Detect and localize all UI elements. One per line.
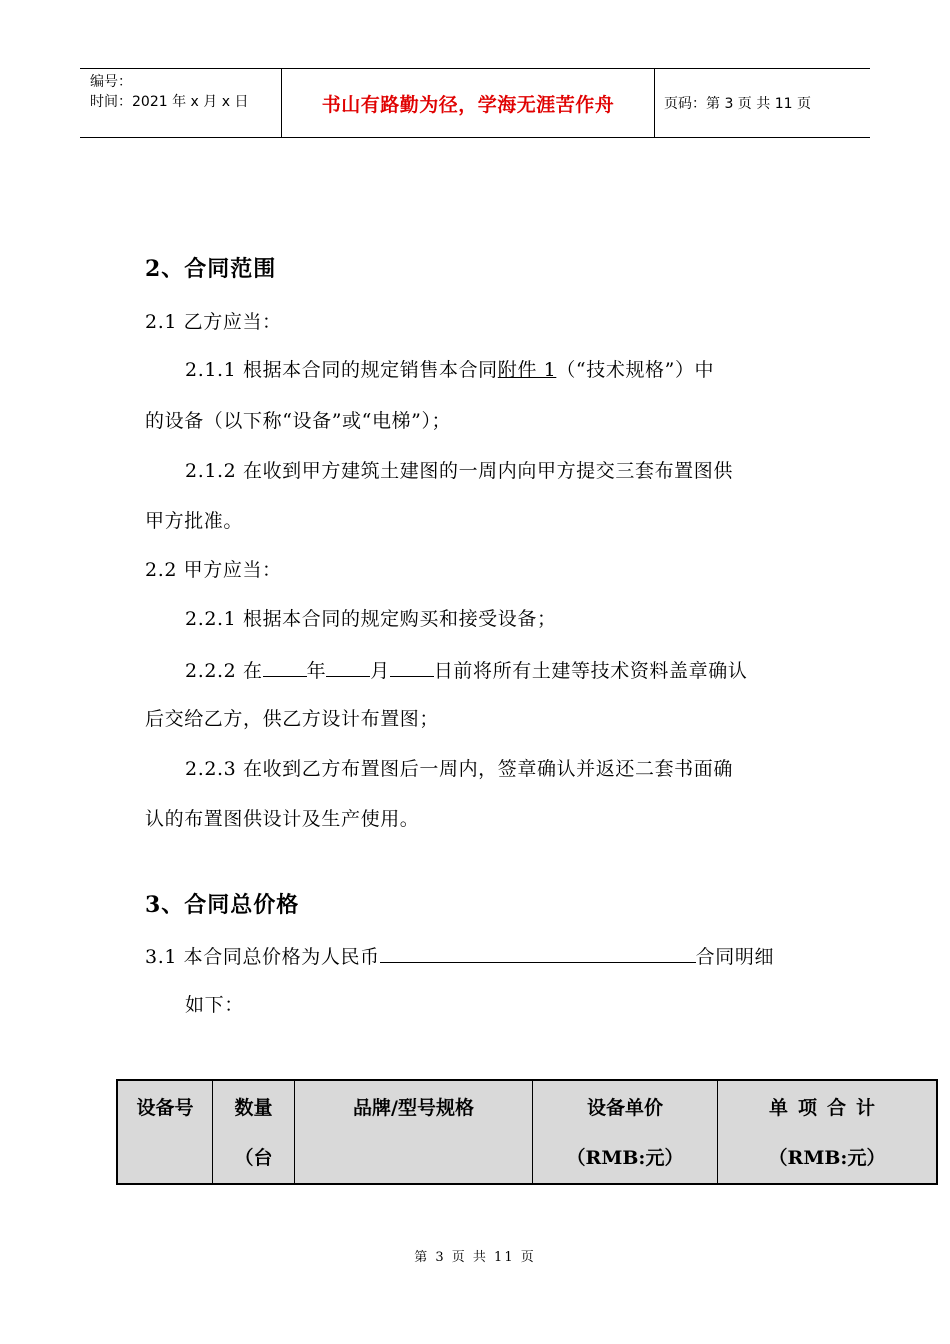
month-blank[interactable] xyxy=(326,657,370,677)
clause-text: 年 xyxy=(306,660,327,682)
header-motto: 书山有路勤为径，学海无涯苦作舟 xyxy=(321,93,615,116)
clause-2-1-1 xyxy=(185,358,714,382)
header-time-label: 时间：2021 年 x 月 x 日 xyxy=(90,94,249,110)
col-quantity xyxy=(213,1080,295,1184)
clause-2-1: 2.1 乙方应当： xyxy=(145,311,282,333)
section-2-heading: 2、合同范围 xyxy=(145,256,277,282)
appendix-1-link[interactable]: 附件 1 xyxy=(497,359,557,381)
clause-2-2-1: 2.2.1 根据本合同的规定购买和接受设备； xyxy=(185,608,557,630)
header-cell-text: 设备单价 xyxy=(586,1097,663,1119)
clause-2-2-3: 2.2.3 在收到乙方布置图后一周内，签章确认并返还二套书面确 xyxy=(185,758,733,780)
clause-3-1 xyxy=(145,943,774,969)
total-price-blank[interactable] xyxy=(380,943,696,963)
clause-text: 月 xyxy=(370,660,390,682)
clause-2-2-3-cont: 认的布置图供设计及生产使用。 xyxy=(145,808,420,830)
document-header xyxy=(80,68,870,138)
header-cell-text: 设备号 xyxy=(136,1097,194,1119)
clause-text: 3.1 本合同总价格为人民币 xyxy=(145,946,380,968)
clause-2-1-1-cont: 的设备（以下称“设备”或“电梯”）； xyxy=(145,410,452,432)
header-cell-text: 单项合计 xyxy=(768,1097,885,1119)
clause-text: （“技术规格”）中 xyxy=(556,359,715,381)
equipment-table xyxy=(116,1079,938,1185)
header-cell-text: （台 xyxy=(234,1147,273,1169)
section-3-heading: 3、合同总价格 xyxy=(145,892,300,918)
header-cell-text: （RMB:元） xyxy=(566,1147,684,1169)
clause-text: 2.1.1 根据本合同的规定销售本合同 xyxy=(185,359,498,381)
header-cell-text: 品牌/型号规格 xyxy=(353,1097,474,1119)
day-blank[interactable] xyxy=(390,657,434,677)
clause-text: 合同明细 xyxy=(695,946,775,968)
year-blank[interactable] xyxy=(263,657,307,677)
clause-2-1-2: 2.1.2 在收到甲方建筑土建图的一周内向甲方提交三套布置图供 xyxy=(185,460,733,482)
header-cell-text: 数量 xyxy=(234,1097,273,1119)
clause-2-1-2-cont: 甲方批准。 xyxy=(145,510,244,532)
header-meta xyxy=(90,72,248,112)
header-page-info: 页码：第 3 页 共 11 页 xyxy=(664,96,811,112)
clause-2-2-2-cont: 后交给乙方，供乙方设计布置图； xyxy=(145,708,440,730)
header-cell-text: （RMB:元） xyxy=(768,1147,886,1169)
col-item-total xyxy=(718,1080,938,1184)
clause-3-1-cont: 如下： xyxy=(185,994,244,1016)
col-brand-model xyxy=(295,1080,533,1184)
header-number-label: 编号： xyxy=(90,74,132,90)
col-equipment-no xyxy=(117,1080,213,1184)
page-footer: 第 3 页 共 11 页 xyxy=(414,1250,536,1265)
clause-text: 2.2.2 在 xyxy=(185,660,263,682)
table-header-row xyxy=(117,1080,937,1184)
clause-text: 日前将所有土建等技术资料盖章确认 xyxy=(433,660,748,682)
col-unit-price xyxy=(533,1080,718,1184)
header-divider xyxy=(654,69,655,137)
clause-2-2: 2.2 甲方应当： xyxy=(145,559,282,581)
clause-2-2-2 xyxy=(185,657,747,683)
